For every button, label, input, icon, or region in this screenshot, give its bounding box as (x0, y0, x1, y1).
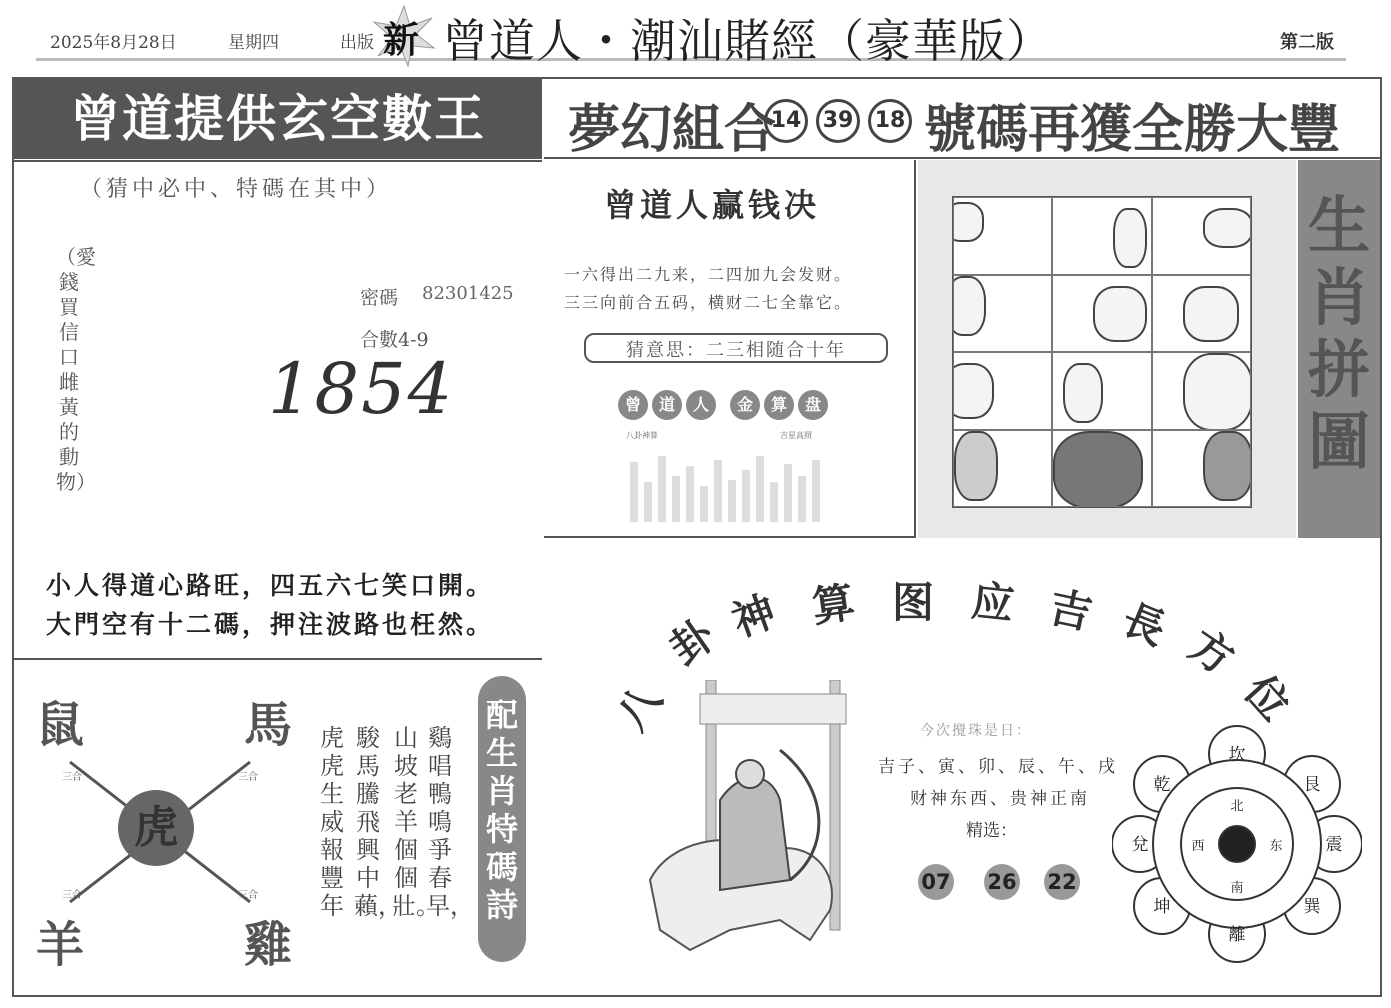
win-secret-line-2: 三三向前合五码，横财二七全靠它。 (564, 293, 853, 312)
direction-label: 西 (1191, 839, 1205, 854)
bagua-wheel (1112, 724, 1362, 964)
draw-day-label: 今次攪珠是日： (920, 723, 1032, 739)
right-banner (544, 79, 1380, 159)
poem-line-1: 小人得道心路旺，四五六七笑口開。 (46, 571, 495, 600)
puzzle-tile (1052, 197, 1151, 275)
arc-title-char: 方 (1180, 620, 1243, 685)
arc-title-char: 算 (809, 577, 858, 632)
zodiac-horse: 馬 (244, 697, 293, 753)
zodiac-goat: 羊 (36, 917, 85, 973)
sanhe-label: 三合 (62, 890, 82, 901)
combo-number-1: 14 (764, 99, 808, 143)
poem-column-4: 虎虎生威報豐年 (320, 724, 344, 920)
trigram-label: 乾 (1153, 775, 1171, 795)
puzzle-tile (1152, 197, 1251, 275)
direction-label: 北 (1230, 799, 1244, 814)
combo-number-3: 18 (868, 99, 912, 143)
pick-number: 07 (918, 864, 954, 900)
page-header (0, 0, 1391, 72)
zodiac-rooster: 雞 (244, 917, 293, 973)
ball-char: 道 (652, 390, 682, 420)
puzzle-tile (953, 352, 1052, 430)
left-banner-title: 曾道提供玄空數王 (70, 90, 486, 148)
win-secret-line-1: 一六得出二九来，二四加九会发财。 (564, 265, 853, 284)
auspicious-hours: 吉子、寅、卯、辰、午、戌 (878, 757, 1118, 777)
puzzle-tile (1152, 430, 1251, 508)
arc-title-char: 神 (725, 586, 782, 647)
direction-label: 东 (1269, 839, 1283, 854)
sanhe-label: 三合 (62, 772, 82, 783)
puzzle-tile (1052, 275, 1151, 353)
zodiac-rat: 鼠 (36, 697, 85, 753)
arc-title-char: 長 (1115, 593, 1173, 655)
pick-number: 26 (984, 864, 1020, 900)
right-banner-prefix: 夢幻組合 (568, 100, 777, 160)
ball-char: 人 (686, 390, 716, 420)
puzzle-tile (953, 275, 1052, 353)
win-secret-title: 曾道人赢钱决 (604, 186, 821, 224)
code-value: 82301425 (422, 283, 514, 304)
puzzle-tile (1052, 430, 1151, 508)
right-banner-suffix: 號碼再獲全勝大豐 (924, 100, 1341, 160)
puzzle-tile (1152, 275, 1251, 353)
arc-title-char: 八 (606, 676, 672, 739)
trigram-label: 坤 (1153, 897, 1171, 917)
pick-label: 精选： (966, 821, 1017, 841)
guess-text: 猜意思：二三相随合十年 (626, 340, 846, 361)
sanhe-label: 三合 (238, 890, 258, 901)
code-label: 密碼 (360, 287, 399, 309)
zodiac-tiger-center: 虎 (118, 790, 194, 866)
puzzle-tile (953, 430, 1052, 508)
arc-title-char: 应 (969, 575, 1017, 630)
combo-sum: 合數4-9 (360, 329, 429, 351)
puzzle-tile (953, 197, 1052, 275)
poem-column-2: 山坡老羊個個壯。 (392, 724, 440, 920)
arc-title-char: 图 (892, 578, 935, 627)
arc-title-char: 卦 (661, 609, 724, 675)
vertical-riddle: （愛錢買信口雌黃的動物） (56, 245, 96, 494)
poem-column-3: 駿馬騰飛興中藾， (354, 724, 402, 920)
poem-line-2: 大門空有十二碼，押注波路也枉然。 (46, 610, 495, 639)
handwritten-number: 1854 (268, 348, 455, 430)
ball-char: 曾 (618, 390, 648, 420)
puzzle-tile (1052, 352, 1151, 430)
left-banner (14, 79, 542, 159)
header-weekday: 星期四 (228, 33, 279, 53)
page-title: 曾道人・潮汕賭經（豪華版） (442, 14, 1053, 68)
trigram-label: 離 (1228, 925, 1246, 945)
poem-badge-title: 配生肖特碼詩 (485, 696, 518, 924)
poem-column-1: 鷄唱鴨鳴爭春早， (426, 724, 474, 920)
sanhe-label: 三合 (238, 772, 258, 783)
trigram-label: 兌 (1131, 835, 1149, 855)
trigram-label: 艮 (1303, 775, 1321, 795)
xuankong-subtitle: （猜中必中、特碼在其中） (80, 177, 393, 202)
ball-caption-left: 八卦神算 (626, 431, 658, 440)
header-edition: 第二版 (1280, 32, 1334, 53)
wealth-direction: 财神东西、贵神正南 (910, 789, 1090, 809)
ball-char: 金 (730, 390, 760, 420)
trigram-label: 坎 (1228, 745, 1246, 765)
pick-number: 22 (1044, 864, 1080, 900)
faded-pattern-icon (630, 452, 826, 524)
header-date: 2025年8月28日 (50, 33, 177, 53)
arc-title-char: 吉 (1044, 582, 1097, 639)
trigram-label: 震 (1325, 835, 1343, 855)
zodiac-puzzle-grid (952, 196, 1252, 508)
header-new-badge: 新 (383, 19, 420, 61)
arc-title-char: 位 (1234, 665, 1300, 730)
ball-char: 算 (764, 390, 794, 420)
trigram-label: 巽 (1303, 897, 1321, 917)
puzzle-tile (1152, 352, 1251, 430)
combo-number-2: 39 (816, 99, 860, 143)
direction-label: 南 (1230, 881, 1244, 896)
ball-caption-right: 吉星高照 (780, 431, 812, 440)
header-publisher: 出版 (340, 33, 374, 53)
puzzle-side-title: 生肖拼圖 (1307, 189, 1370, 478)
ball-char: 盘 (798, 390, 828, 420)
